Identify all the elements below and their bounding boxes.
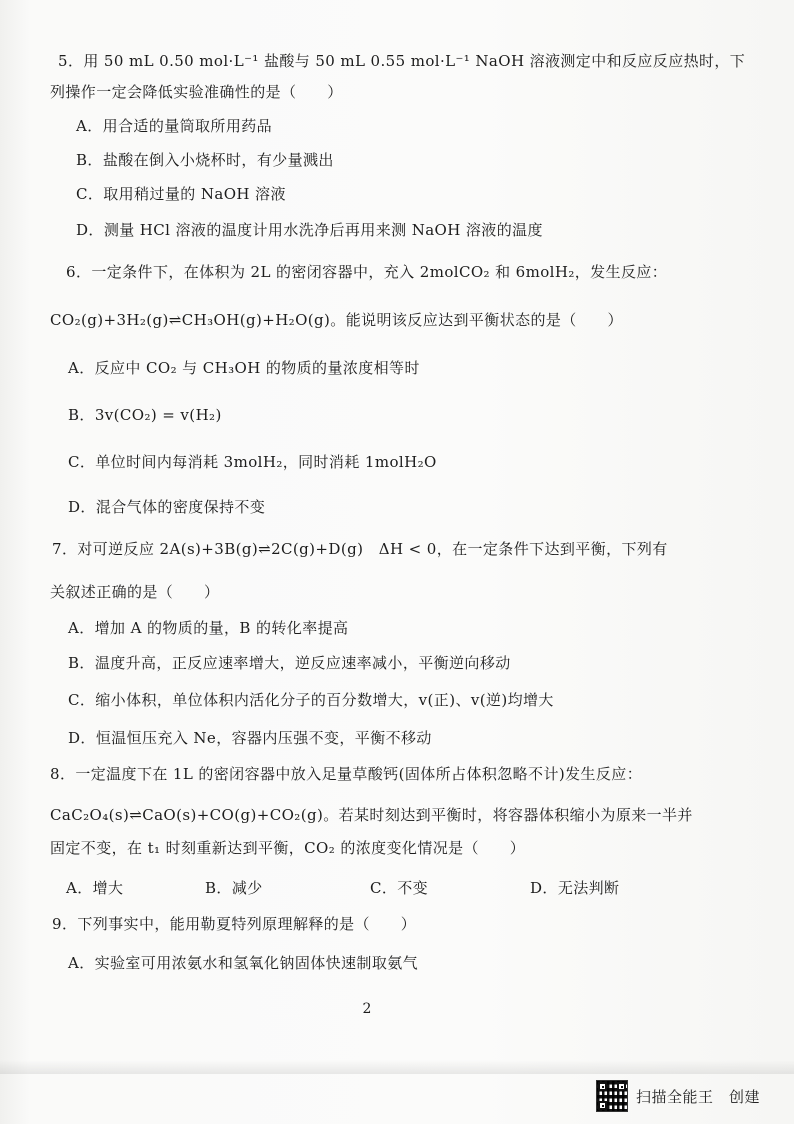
q8-stem-line1: 8．一定温度下在 1L 的密闭容器中放入足量草酸钙(固体所占体积忽略不计)发生反应： bbox=[50, 765, 643, 783]
qr-code-icon bbox=[596, 1080, 628, 1112]
q6-option-b: B．3v(CO₂) = v(H₂) bbox=[68, 406, 222, 424]
q7-option-c: C．缩小体积，单位体积内活化分子的百分数增大，v(正)、v(逆)均增大 bbox=[68, 691, 554, 709]
q7-option-b: B．温度升高，正反应速率增大，逆反应速率减小，平衡逆向移动 bbox=[68, 654, 511, 672]
q5-stem-line1: 5．用 50 mL 0.50 mol·L⁻¹ 盐酸与 50 mL 0.55 mol·L⁻¹ NaOH 溶液测定中和反应反应热时，下 bbox=[58, 52, 746, 70]
scanner-footer-text: 扫描全能王 创建 bbox=[636, 1087, 761, 1106]
q7-stem-line2: 关叙述正确的是（ ） bbox=[50, 583, 220, 601]
q7-stem-line1: 7．对可逆反应 2A(s)+3B(g)⇌2C(g)+D(g) ΔH < 0，在一定条件下达到平衡，下列有 bbox=[52, 540, 668, 558]
q5-option-b: B．盐酸在倒入小烧杯时，有少量溅出 bbox=[76, 151, 334, 169]
q6-stem-line2: CO₂(g)+3H₂(g)⇌CH₃OH(g)+H₂O(g)。能说明该反应达到平衡状态的是（ ） bbox=[50, 311, 623, 329]
q6-option-c: C．单位时间内每消耗 3molH₂，同时消耗 1molH₂O bbox=[68, 453, 437, 471]
q8-option-b: B．减少 bbox=[205, 879, 263, 897]
q6-option-a: A．反应中 CO₂ 与 CH₃OH 的物质的量浓度相等时 bbox=[68, 359, 420, 377]
q9-stem-line1: 9．下列事实中，能用勒夏特列原理解释的是（ ） bbox=[52, 915, 417, 933]
scanner-footer bbox=[596, 1080, 760, 1112]
q7-option-a: A．增加 A 的物质的量，B 的转化率提高 bbox=[68, 619, 349, 637]
page-number: 2 bbox=[362, 1001, 372, 1017]
q5-option-d: D．测量 HCl 溶液的温度计用水洗净后再用来测 NaOH 溶液的温度 bbox=[76, 221, 543, 239]
q6-stem-line1: 6．一定条件下，在体积为 2L 的密闭容器中，充入 2molCO₂ 和 6molH₂，发生反应： bbox=[66, 263, 668, 281]
q7-option-d: D．恒温恒压充入 Ne，容器内压强不变，平衡不移动 bbox=[68, 729, 432, 747]
q5-option-a: A．用合适的量筒取所用药品 bbox=[76, 117, 273, 135]
q5-stem-line2: 列操作一定会降低实验准确性的是（ ） bbox=[50, 83, 343, 101]
q8-stem-line2: CaC₂O₄(s)⇌CaO(s)+CO(g)+CO₂(g)。若某时刻达到平衡时，将容器体积缩小为原来一半并 bbox=[50, 806, 693, 824]
q8-option-a: A．增大 bbox=[66, 879, 124, 897]
scan-shadow bbox=[0, 1060, 794, 1074]
q8-stem-line3: 固定不变，在 t₁ 时刻重新达到平衡，CO₂ 的浓度变化情况是（ ） bbox=[50, 839, 526, 857]
q6-option-d: D．混合气体的密度保持不变 bbox=[68, 498, 266, 516]
q9-option-a: A．实验室可用浓氨水和氢氧化钠固体快速制取氨气 bbox=[68, 954, 419, 972]
q8-option-d: D．无法判断 bbox=[530, 879, 620, 897]
q8-option-c: C．不变 bbox=[370, 879, 429, 897]
q5-option-c: C．取用稍过量的 NaOH 溶液 bbox=[76, 185, 286, 203]
